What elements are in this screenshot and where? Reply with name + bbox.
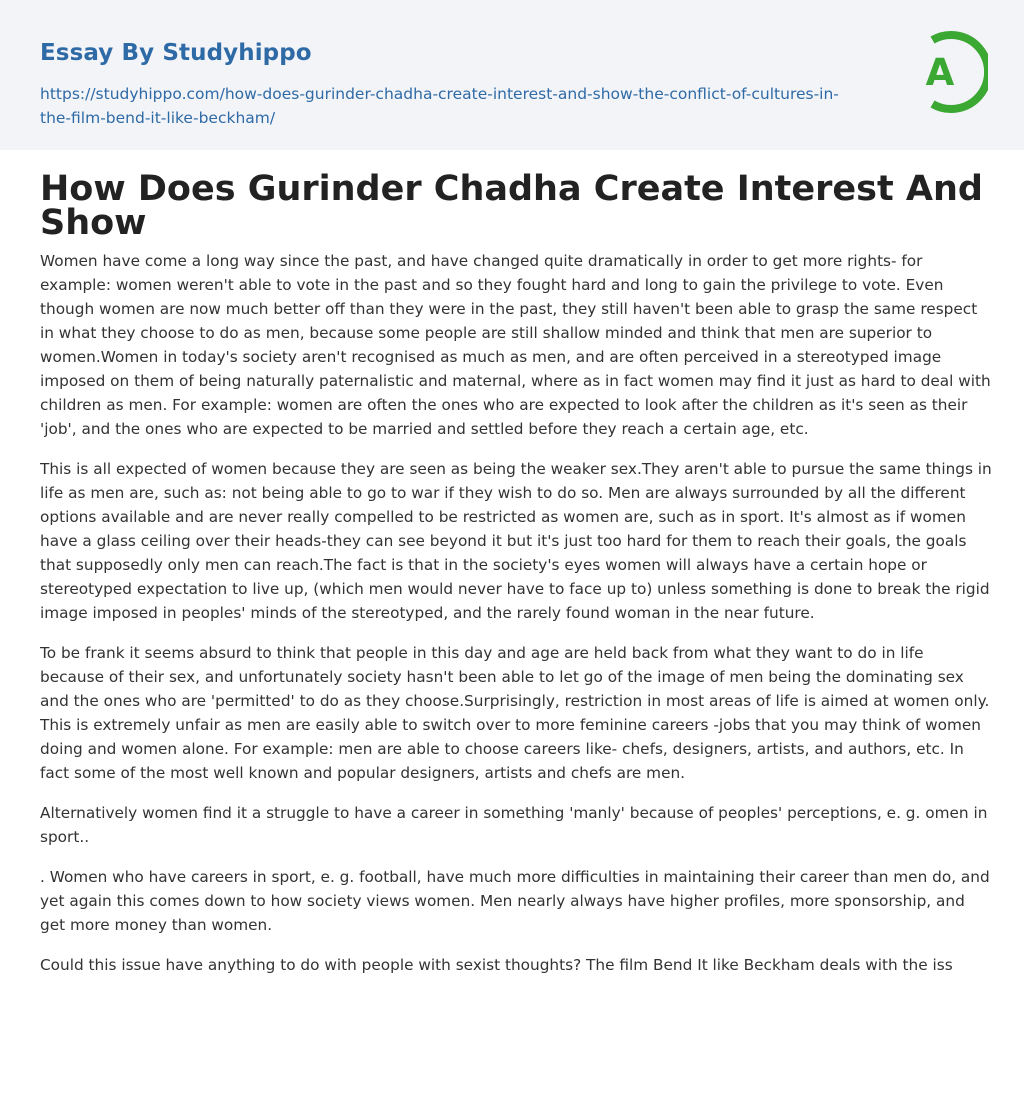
essay-paragraph-3: To be frank it seems absurd to think that people in this day and age are held back from what they want to do in life because of their sex, and unfortunately society hasn't been able to let go of the image of men being the dominating sex and the ones who are 'permitted' to do as they choose.Surprisingly, restriction in most areas of life is aimed at women only. This is extremely unfair as men are easily able to switch over to more feminine careers -jobs that you may think of women doing and women alone. For example: men are able to choose careers like- chefs, designers, artists, and authors, etc. In fact some of the most well known and popular designers, artists and chefs are men. bbox=[40, 644, 990, 782]
site-header bbox=[0, 0, 1024, 150]
svg-text:A: A bbox=[925, 51, 955, 94]
essay-paragraph-2: This is all expected of women because they are seen as being the weaker sex.They aren't able to pursue the same things in life as men are, such as: not being able to go to war if they wish to do so. Men are always surrounded by all the different options available and are never really compelled to be restricted as women are, such as in sport. It's almost as if women have a glass ceiling over their heads-they can see beyond it but it's just too hard for them to reach their goals, the goals that supposedly only men can reach.The fact is that in the society's eyes women will always have a certain hope or stereotyped expectation to live up, (which men would never have to face up to) unless something is done to break the rigid image imposed in peoples' minds of the stereotyped, and the rarely found woman in the near future. bbox=[40, 460, 992, 622]
brand-title[interactable]: Essay By Studyhippo bbox=[40, 40, 312, 66]
essay-paragraph-6: Could this issue have anything to do with people with sexist thoughts? The film Bend It like Beckham deals with the iss bbox=[40, 956, 953, 974]
essay-paragraph-5: . Women who have careers in sport, e. g. football, have much more difficulties in maintaining their career than men do, and yet again this comes down to how society views women. Men nearly always have higher profiles, more sponsorship, and get more money than women. bbox=[40, 868, 990, 934]
essay-paragraph-4: Alternatively women find it a struggle to have a career in something 'manly' because of peoples' perceptions, e. g. omen in sport.. bbox=[40, 804, 988, 846]
essay-body bbox=[40, 249, 992, 993]
essay-paragraph-1: Women have come a long way since the past, and have changed quite dramatically in order to get more rights- for example: women weren't able to vote in the past and so they fought hard and long to gain the privilege to vote. Even though women are now much better off than they were in the past, they still haven't been able to grasp the same respect in what they choose to do as men, because some people are still shallow minded and think that men are superior to women.Women in today's society aren't recognised as much as men, and are often perceived in a stereotyped image imposed on them of being naturally paternalistic and maternal, where as in fact women may find it just as hard to deal with children as men. For example: women are often the ones who are expected to look after the children as it's seen as their 'job', and the ones who are expected to be married and settled before they reach a certain age, etc. bbox=[40, 252, 991, 438]
source-url-link[interactable]: https://studyhippo.com/how-does-gurinder-chadha-create-interest-and-show-the-conflict-of-cultures-in-the-film-bend-it-like-beckham/ bbox=[40, 85, 839, 127]
essay-title: How Does Gurinder Chadha Create Interest And Show bbox=[40, 169, 983, 243]
studyhippo-logo[interactable] bbox=[912, 28, 988, 116]
logo-a-icon bbox=[912, 28, 988, 116]
